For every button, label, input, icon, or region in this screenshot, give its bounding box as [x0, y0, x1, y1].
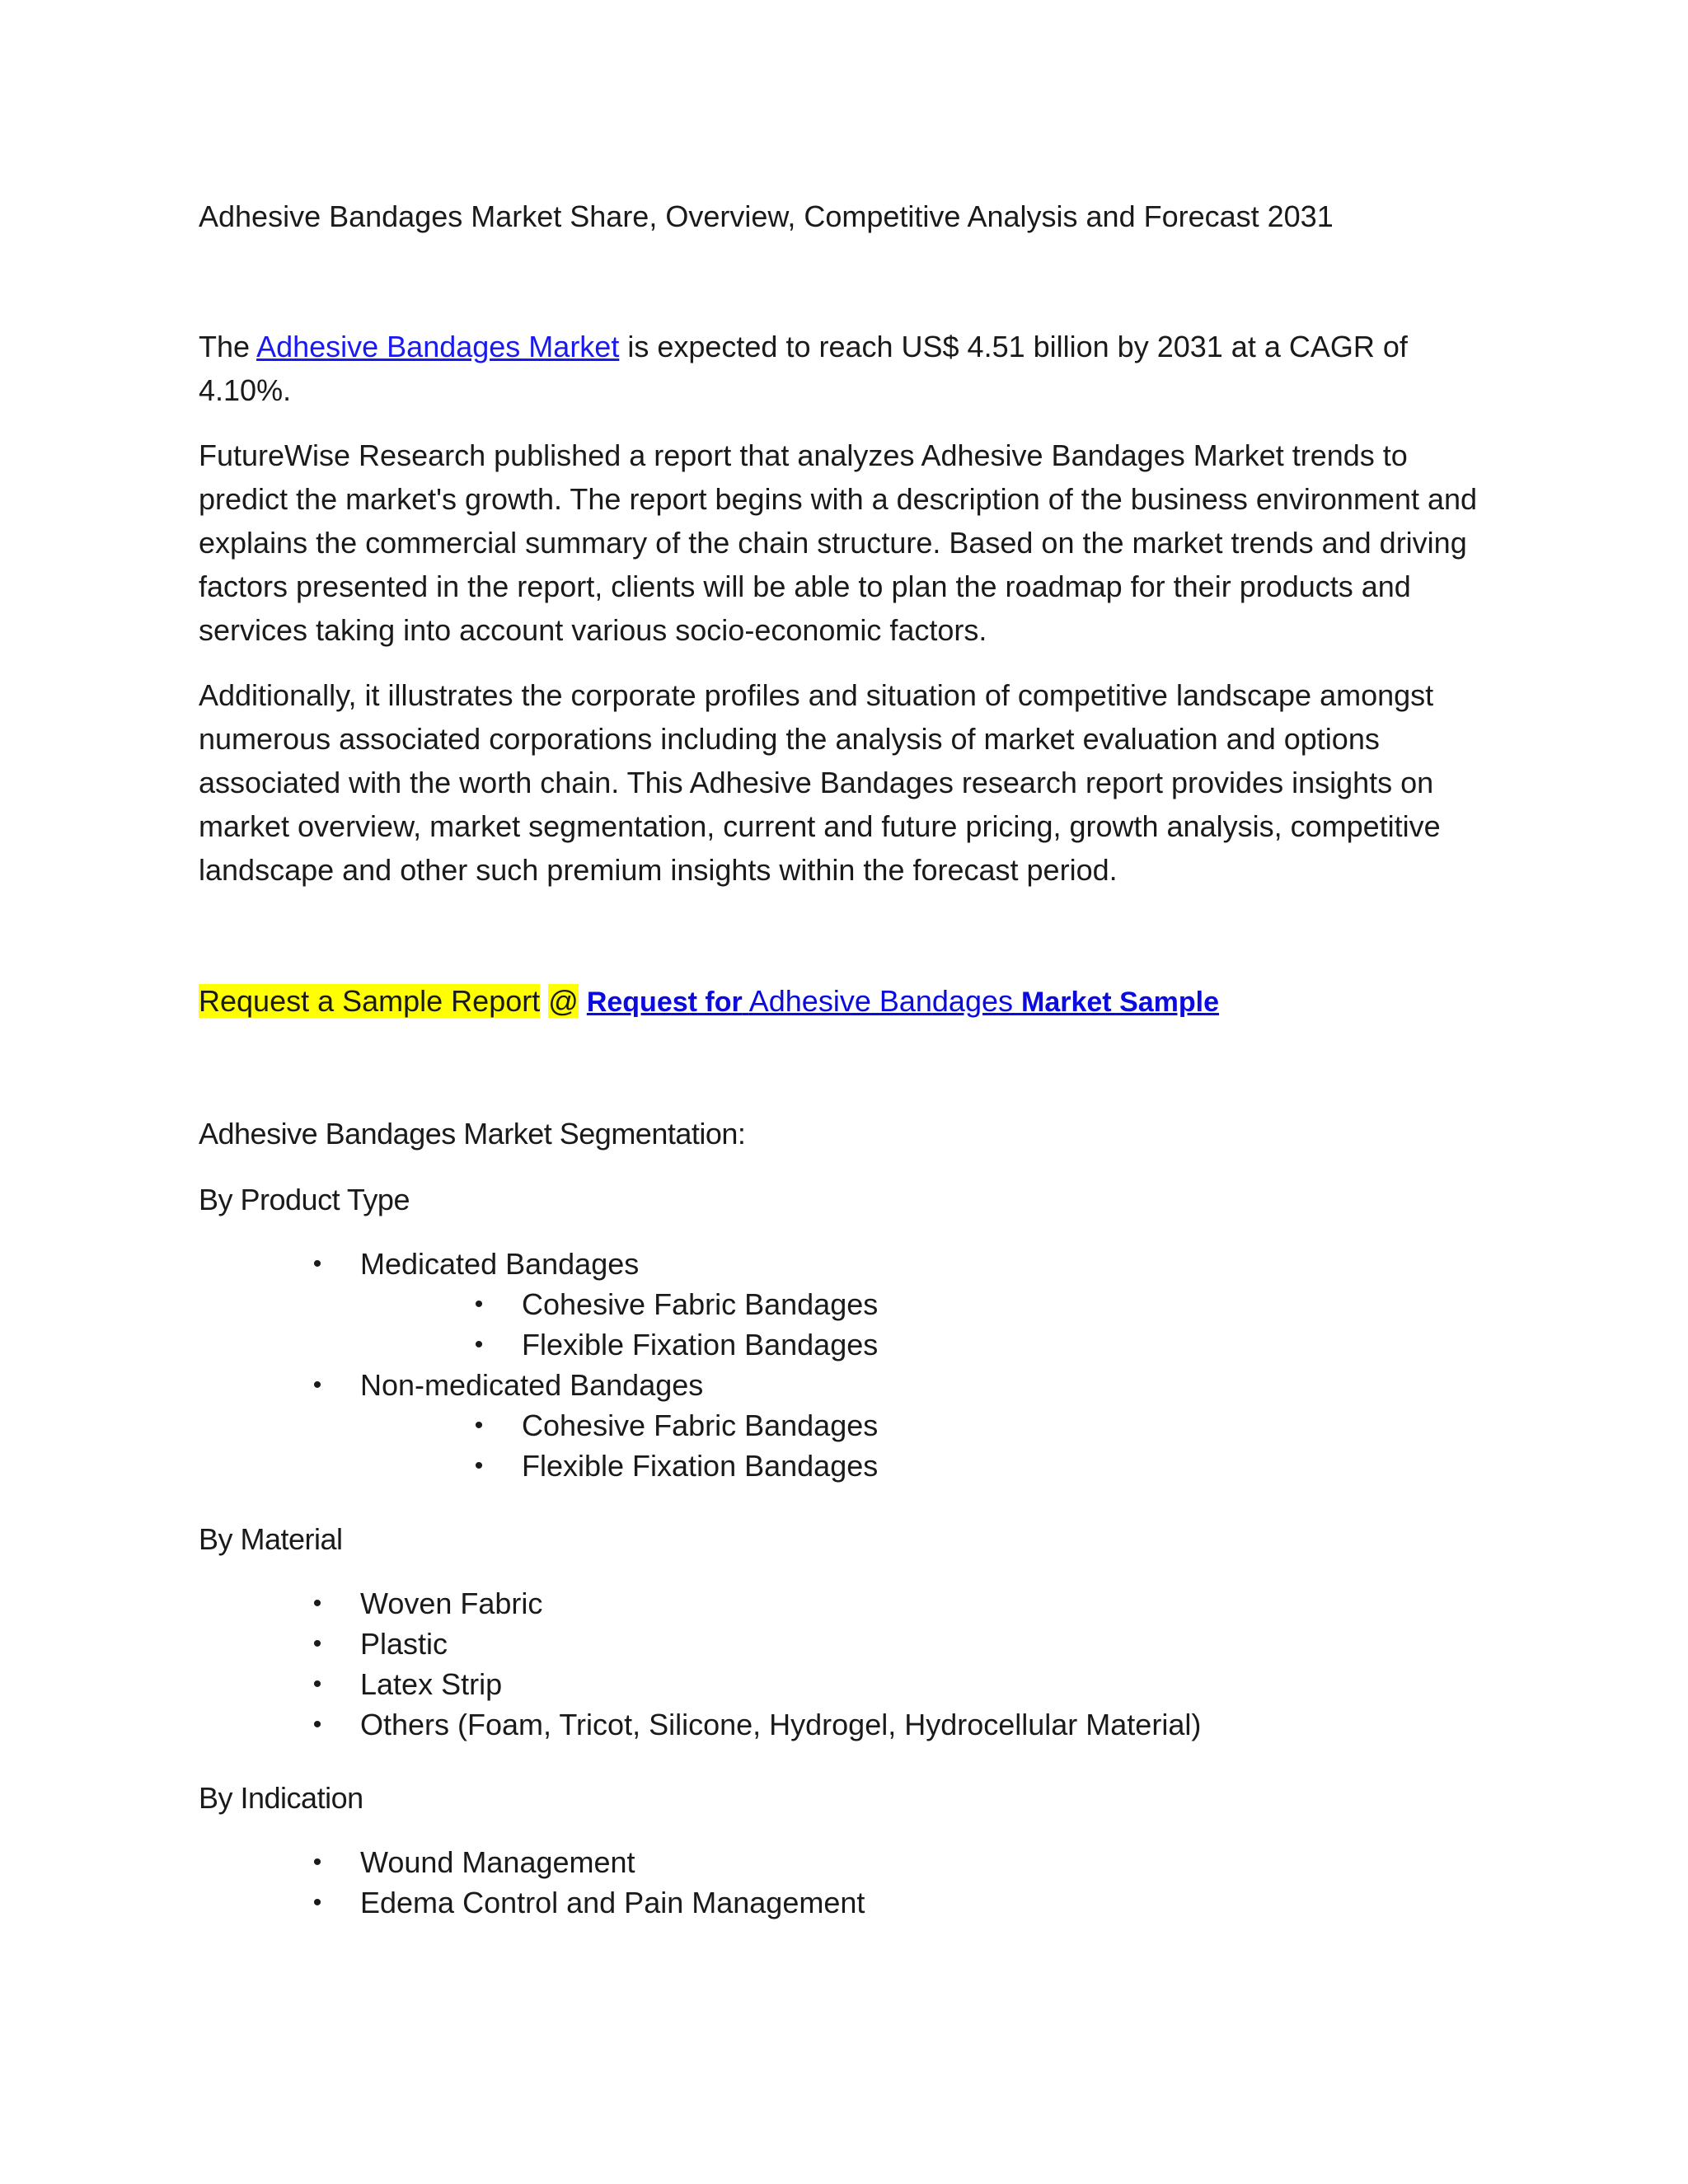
list-item-label: Medicated Bandages: [360, 1247, 640, 1281]
sample-request-link[interactable]: [587, 984, 1219, 1018]
list-item-label: Latex Strip: [360, 1667, 503, 1701]
list-item-label: Flexible Fixation Bandages: [522, 1328, 879, 1361]
list-item: [199, 1244, 1501, 1284]
list-item: [199, 1704, 1501, 1745]
list-item-label: Cohesive Fabric Bandages: [522, 1287, 879, 1321]
bullet-icon: •: [312, 1371, 322, 1399]
description-paragraph: FutureWise Research published a report that analyzes Adhesive Bandages Market trends to predict the market's growth. The report begins with a description of the business environment and explains the commercial summary of the chain structure. Based on the market trends and driving factors presented in the report, clients will be able to plan the roadmap for their products and services taking into account various socio-economic factors.: [199, 438, 1478, 647]
intro-paragraph: [199, 325, 1501, 412]
sample-link-part2: Adhesive Bandages: [748, 984, 1013, 1018]
landscape-paragraph: Additionally, it illustrates the corporate profiles and situation of competitive landscape amongst numerous associated corporations including the analysis of market evaluation and options associated with the worth chain. This Adhesive Bandages research report provides insights on market overview, market segmentation, current and future pricing, growth analysis, competitive landscape and other such premium insights within the forecast period.: [199, 678, 1441, 887]
product-type-list: [199, 1244, 1501, 1486]
material-heading: By Material: [199, 1522, 343, 1556]
list-item: [199, 1624, 1501, 1664]
segmentation-heading: Adhesive Bandages Market Segmentation:: [199, 1117, 746, 1151]
bullet-icon: •: [312, 1250, 322, 1277]
list-item: [474, 1284, 1501, 1324]
bullet-icon: •: [312, 1711, 322, 1738]
list-item-label: Wound Management: [360, 1845, 635, 1879]
sub-list-container: [199, 1284, 1501, 1365]
list-item: [474, 1446, 1501, 1486]
sample-link-part3: Market Sample: [1021, 987, 1220, 1018]
list-item-label: Woven Fabric: [360, 1586, 543, 1620]
list-item: [199, 1664, 1501, 1704]
list-item-label: Edema Control and Pain Management: [360, 1886, 865, 1919]
list-item-label: Others (Foam, Tricot, Silicone, Hydrogel, Hydrocellular Material): [360, 1708, 1202, 1741]
document-page: [199, 194, 1501, 1923]
indication-heading: By Indication: [199, 1781, 363, 1815]
sub-list-container: [199, 1405, 1501, 1486]
sample-link-part1: Request for: [586, 987, 743, 1018]
list-item-label: Cohesive Fabric Bandages: [522, 1408, 879, 1442]
list-item: [199, 1842, 1501, 1882]
bullet-icon: •: [312, 1849, 322, 1876]
list-item-label: Flexible Fixation Bandages: [522, 1449, 879, 1483]
intro-after: is expected to reach US$ 4.51 billion by 2031 at a CAGR of 4.10%.: [199, 330, 1408, 407]
bullet-icon: •: [312, 1630, 322, 1657]
sample-label: Request a Sample Report: [199, 984, 541, 1018]
list-item-label: Non-medicated Bandages: [360, 1368, 704, 1402]
bullet-icon: •: [312, 1889, 322, 1916]
list-item: [474, 1324, 1501, 1365]
sub-list: [199, 1284, 1501, 1365]
intro-before: The: [199, 330, 257, 363]
material-list: [199, 1583, 1501, 1745]
list-item-label: Plastic: [360, 1627, 448, 1661]
list-item: [199, 1882, 1501, 1923]
bullet-icon: •: [312, 1671, 322, 1698]
list-item: [474, 1405, 1501, 1446]
document-title: Adhesive Bandages Market Share, Overview, Competitive Analysis and Forecast 2031: [199, 199, 1334, 233]
bullet-icon: •: [474, 1452, 484, 1479]
sample-at: @: [548, 984, 579, 1018]
bullet-icon: •: [312, 1590, 322, 1617]
list-item: [199, 1583, 1501, 1624]
bullet-icon: •: [474, 1331, 484, 1358]
indication-list: [199, 1842, 1501, 1923]
market-link[interactable]: Adhesive Bandages Market: [256, 330, 620, 363]
sample-request-line: [199, 979, 1501, 1024]
list-item: [199, 1365, 1501, 1405]
bullet-icon: •: [474, 1412, 484, 1439]
product-type-heading: By Product Type: [199, 1183, 410, 1216]
sub-list: [199, 1405, 1501, 1486]
bullet-icon: •: [474, 1291, 484, 1318]
